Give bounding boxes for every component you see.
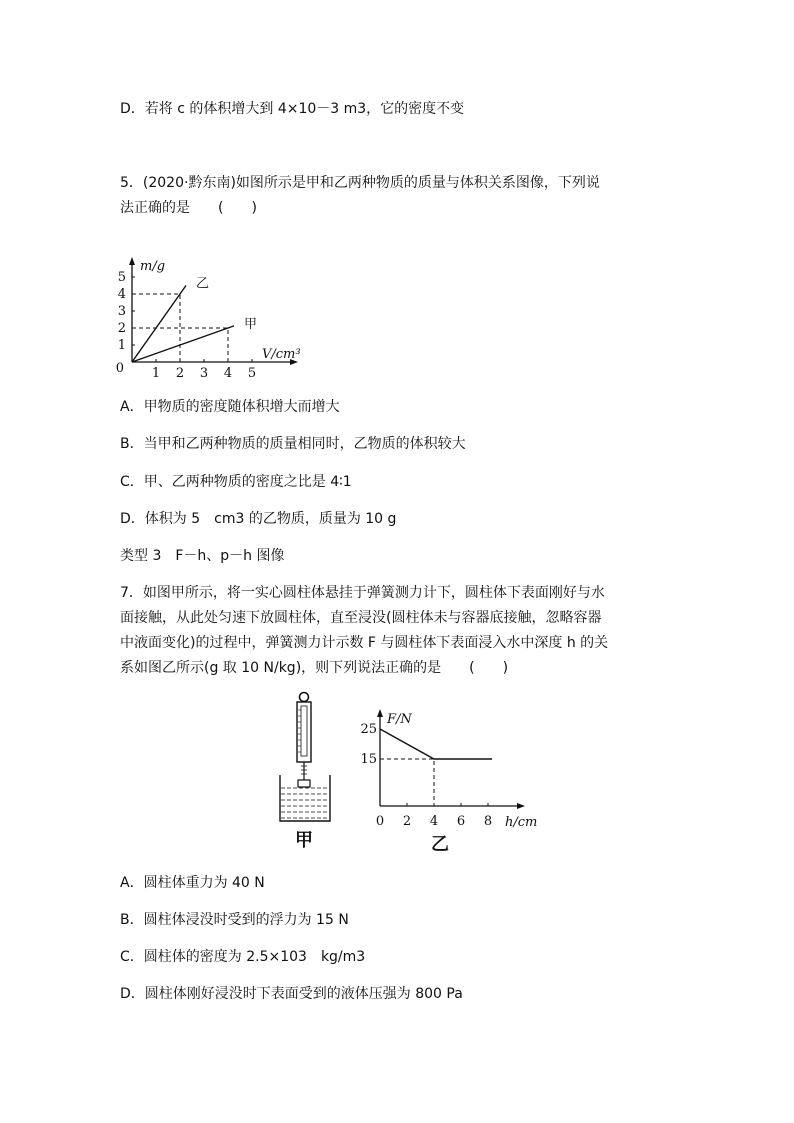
q7-stem-line4: 系如图乙所示(g 取 10 N/kg)，则下列说法正确的是 ( ) xyxy=(120,660,509,676)
y-tick-label: 2 xyxy=(117,321,126,336)
y-tick-label: 25 xyxy=(360,722,377,737)
apparatus-caption: 甲 xyxy=(295,830,313,851)
x-tick-label: 5 xyxy=(247,366,257,381)
origin-label: 0 xyxy=(115,361,124,376)
q7-stem-line3: 中液面变化)的过程中，弹簧测力计示数 F 与圆柱体下表面浸入水中深度 h 的关 xyxy=(120,635,609,651)
guide-line xyxy=(380,759,434,806)
section-title: 类型 3 F－h、p－h 图像 xyxy=(120,548,285,564)
x-tick-label: 0 xyxy=(375,814,385,829)
x-tick-label: 2 xyxy=(175,366,185,381)
x-axis-label: V/cm³ xyxy=(262,347,301,362)
q7-stem-line2: 面接触，从此处匀速下放圆柱体，直至浸没(圆柱体未与容器底接触，忽略容器 xyxy=(120,610,602,626)
y-tick-label: 4 xyxy=(117,287,126,302)
q7-option-c: C．圆柱体的密度为 2.5×103 kg/m3 xyxy=(120,949,366,965)
x-axis-arrow xyxy=(517,803,525,809)
y-tick-label: 5 xyxy=(117,270,126,285)
q7-option-d: D．圆柱体刚好浸没时下表面受到的液体压强为 800 Pa xyxy=(120,986,463,1002)
q5-option-b: B．当甲和乙两种物质的质量相同时，乙物质的体积较大 xyxy=(120,436,466,452)
y-axis-arrow xyxy=(377,709,383,717)
q5-option-d: D．体积为 5 cm3 的乙物质，质量为 10 g xyxy=(120,511,397,527)
q5-option-a: A．甲物质的密度随体积增大而增大 xyxy=(120,399,340,415)
force-depth-chart xyxy=(355,705,545,855)
series-line xyxy=(132,326,234,362)
q7-option-a: A．圆柱体重力为 40 N xyxy=(120,875,265,891)
series-line xyxy=(380,729,492,759)
x-tick-label: 4 xyxy=(223,366,233,381)
y-tick-label: 3 xyxy=(117,304,126,319)
q7-stem-line1: 7．如图甲所示，将一实心圆柱体悬挂于弹簧测力计下，圆柱体下表面刚好与水 xyxy=(120,585,605,601)
series-line xyxy=(132,286,186,363)
y-tick-label: 15 xyxy=(360,752,377,767)
series-label: 甲 xyxy=(244,316,258,332)
x-tick-label: 2 xyxy=(402,814,412,829)
spring-scale-in-beaker-icon xyxy=(270,690,340,855)
chart-caption: 乙 xyxy=(431,834,449,855)
x-tick-label: 6 xyxy=(456,814,466,829)
y-axis-label: F/N xyxy=(387,712,412,727)
x-tick-label: 3 xyxy=(199,366,209,381)
y-axis-label: m/g xyxy=(140,259,166,274)
mass-volume-chart xyxy=(112,253,322,385)
q7-option-b: B．圆柱体浸没时受到的浮力为 15 N xyxy=(120,912,349,928)
q5-option-c: C．甲、乙两种物质的密度之比是 4∶1 xyxy=(120,474,352,490)
x-axis-label: h/cm xyxy=(505,815,538,830)
y-axis-arrow xyxy=(129,257,135,265)
q5-stem-line2: 法正确的是 ( ) xyxy=(120,200,257,216)
series-label: 乙 xyxy=(196,276,210,292)
q4-option-d: D．若将 c 的体积增大到 4×10－3 m3，它的密度不变 xyxy=(120,101,465,117)
x-tick-label: 1 xyxy=(151,366,161,381)
x-tick-label: 4 xyxy=(429,814,439,829)
x-tick-label: 8 xyxy=(483,814,493,829)
q5-stem-line1: 5．(2020·黔东南)如图所示是甲和乙两种物质的质量与体积关系图像，下列说 xyxy=(120,175,600,191)
y-tick-label: 1 xyxy=(117,338,126,353)
